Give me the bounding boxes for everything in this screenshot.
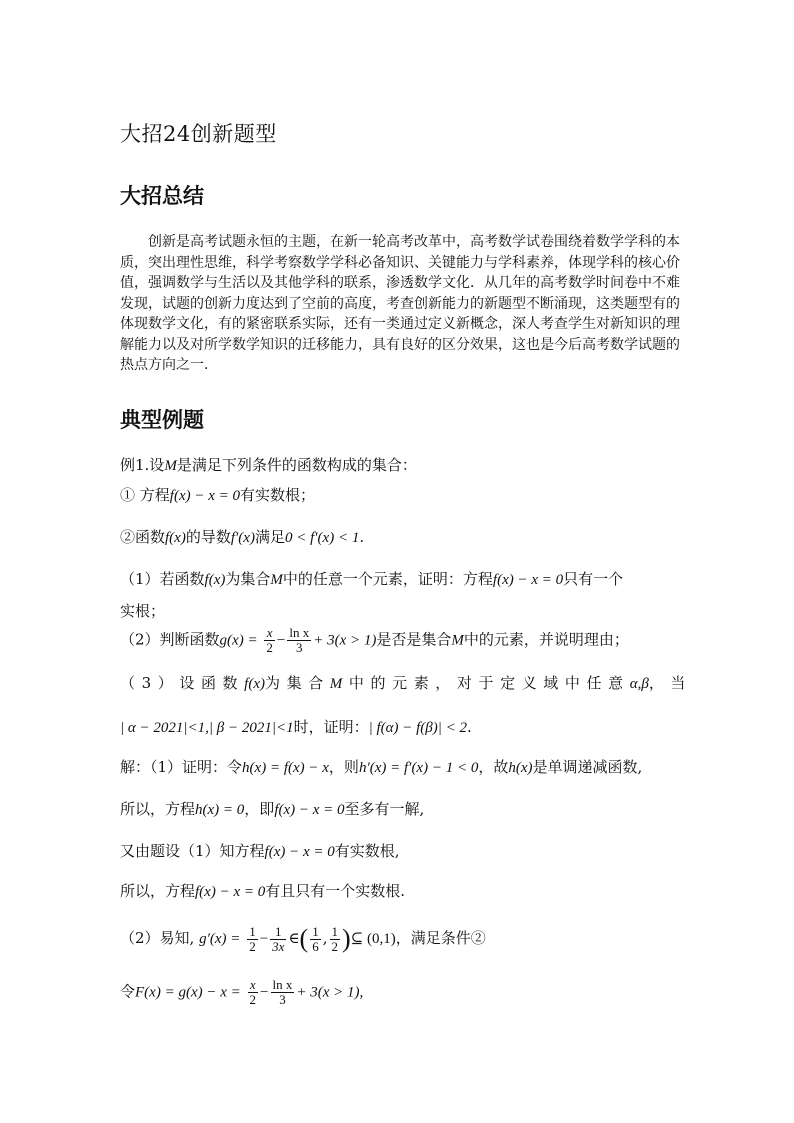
solution-line-4: 所以，方程f(x) − x = 0有且只有一个实数根. (120, 882, 406, 900)
question-2: （2）判断函数g(x) = $\frac{x}{2}$ − $\frac{\text{ln x}}{3}$ + 3(x > 1)是否是集合M中的元素，并说明理由； (120, 625, 629, 655)
condition-2: ②函数f(x)的导数f′(x)满足0 < f′(x) < 1. (120, 528, 365, 546)
fraction-lnx-over-3-b: $\frac{\text{ln x}}{3}$ (272, 977, 293, 1007)
solution-line-2: 所以，方程h(x) = 0，即f(x) − x = 0至多有一解, (120, 800, 425, 818)
question-3-cont: | α − 2021|<1,| β − 2021|<1时，证明：| f(α) − f(β)| < 2. (120, 718, 472, 736)
example-intro: 例1.设M是满足下列条件的函数构成的集合： (120, 456, 417, 474)
section-heading-summary: 大招总结 (120, 183, 204, 208)
question-1-cont: 实根； (120, 602, 166, 620)
solution-line-5: （2）易知, g′(x) = $\frac{1}{2}$ − $\frac{1}{3x}$ ∈( $\frac{1}{6}$ , $\frac{1}{2}$ )⊆ (0,1)，满足条件② (120, 923, 486, 954)
condition-1: ① 方程f(x) − x = 0有实数根； (120, 486, 316, 504)
fraction-x-over-2: $\frac{x}{2}$ (266, 625, 273, 655)
section-heading-examples: 典型例题 (120, 407, 204, 432)
fraction-1-over-6: $\frac{1}{6}$ (312, 923, 319, 954)
solution-line-6: 令F(x) = g(x) − x = $\frac{x}{2}$ − $\frac{\text{ln x}}{3}$ + 3(x > 1), (120, 977, 364, 1007)
solution-line-3: 又由题设（1）知方程f(x) − x = 0有实数根, (120, 842, 400, 860)
fraction-lnx-over-3: $\frac{\text{ln x}}{3}$ (289, 625, 310, 655)
summary-paragraph: 创新是高考试题永恒的主题，在新一轮高考改革中，高考数学试卷围绕着数学学科的本质，突出理性思维，科学考察数学学科必备知识、关键能力与学科素养，体现学科的核心价值，强调数学与生活以及其他学科的联系，渗透数学文化．从几年的高考数学时间卷中不难发现，试题的创新力度达到了空前的高度，考查创新能力的新题型不断涌现，这类题型有的体现数学文化，有的紧密联系实际，还有一类通过定义新概念，深人考查学生对新知识的理解能力以及对所学数学知识的迁移能力，具有良好的区分效果，这也是今后高考数学试题的热点方向之一． (120, 234, 680, 373)
fraction-1-over-3x: $\frac{1}{3x}$ (272, 923, 285, 954)
question-1: （1）若函数f(x)为集合M中的任意一个元素，证明：方程f(x) − x = 0只有一个 (120, 570, 624, 588)
page-title: 大招24创新题型 (120, 122, 277, 146)
fraction-x-over-2-b: $\frac{x}{2}$ (249, 977, 257, 1007)
fraction-1-over-2-b: $\frac{1}{2}$ (331, 923, 338, 954)
fraction-1-over-2: $\frac{1}{2}$ (249, 923, 256, 954)
solution-line-1: 解：（1）证明：令h(x) = f(x) − x，则h′(x) = f′(x) − 1 < 0，故h(x)是单调递减函数, (120, 758, 643, 776)
question-3: （3）设函数f(x)为集合M中的元素，对于定义域中任意α,β，当 (120, 674, 693, 692)
